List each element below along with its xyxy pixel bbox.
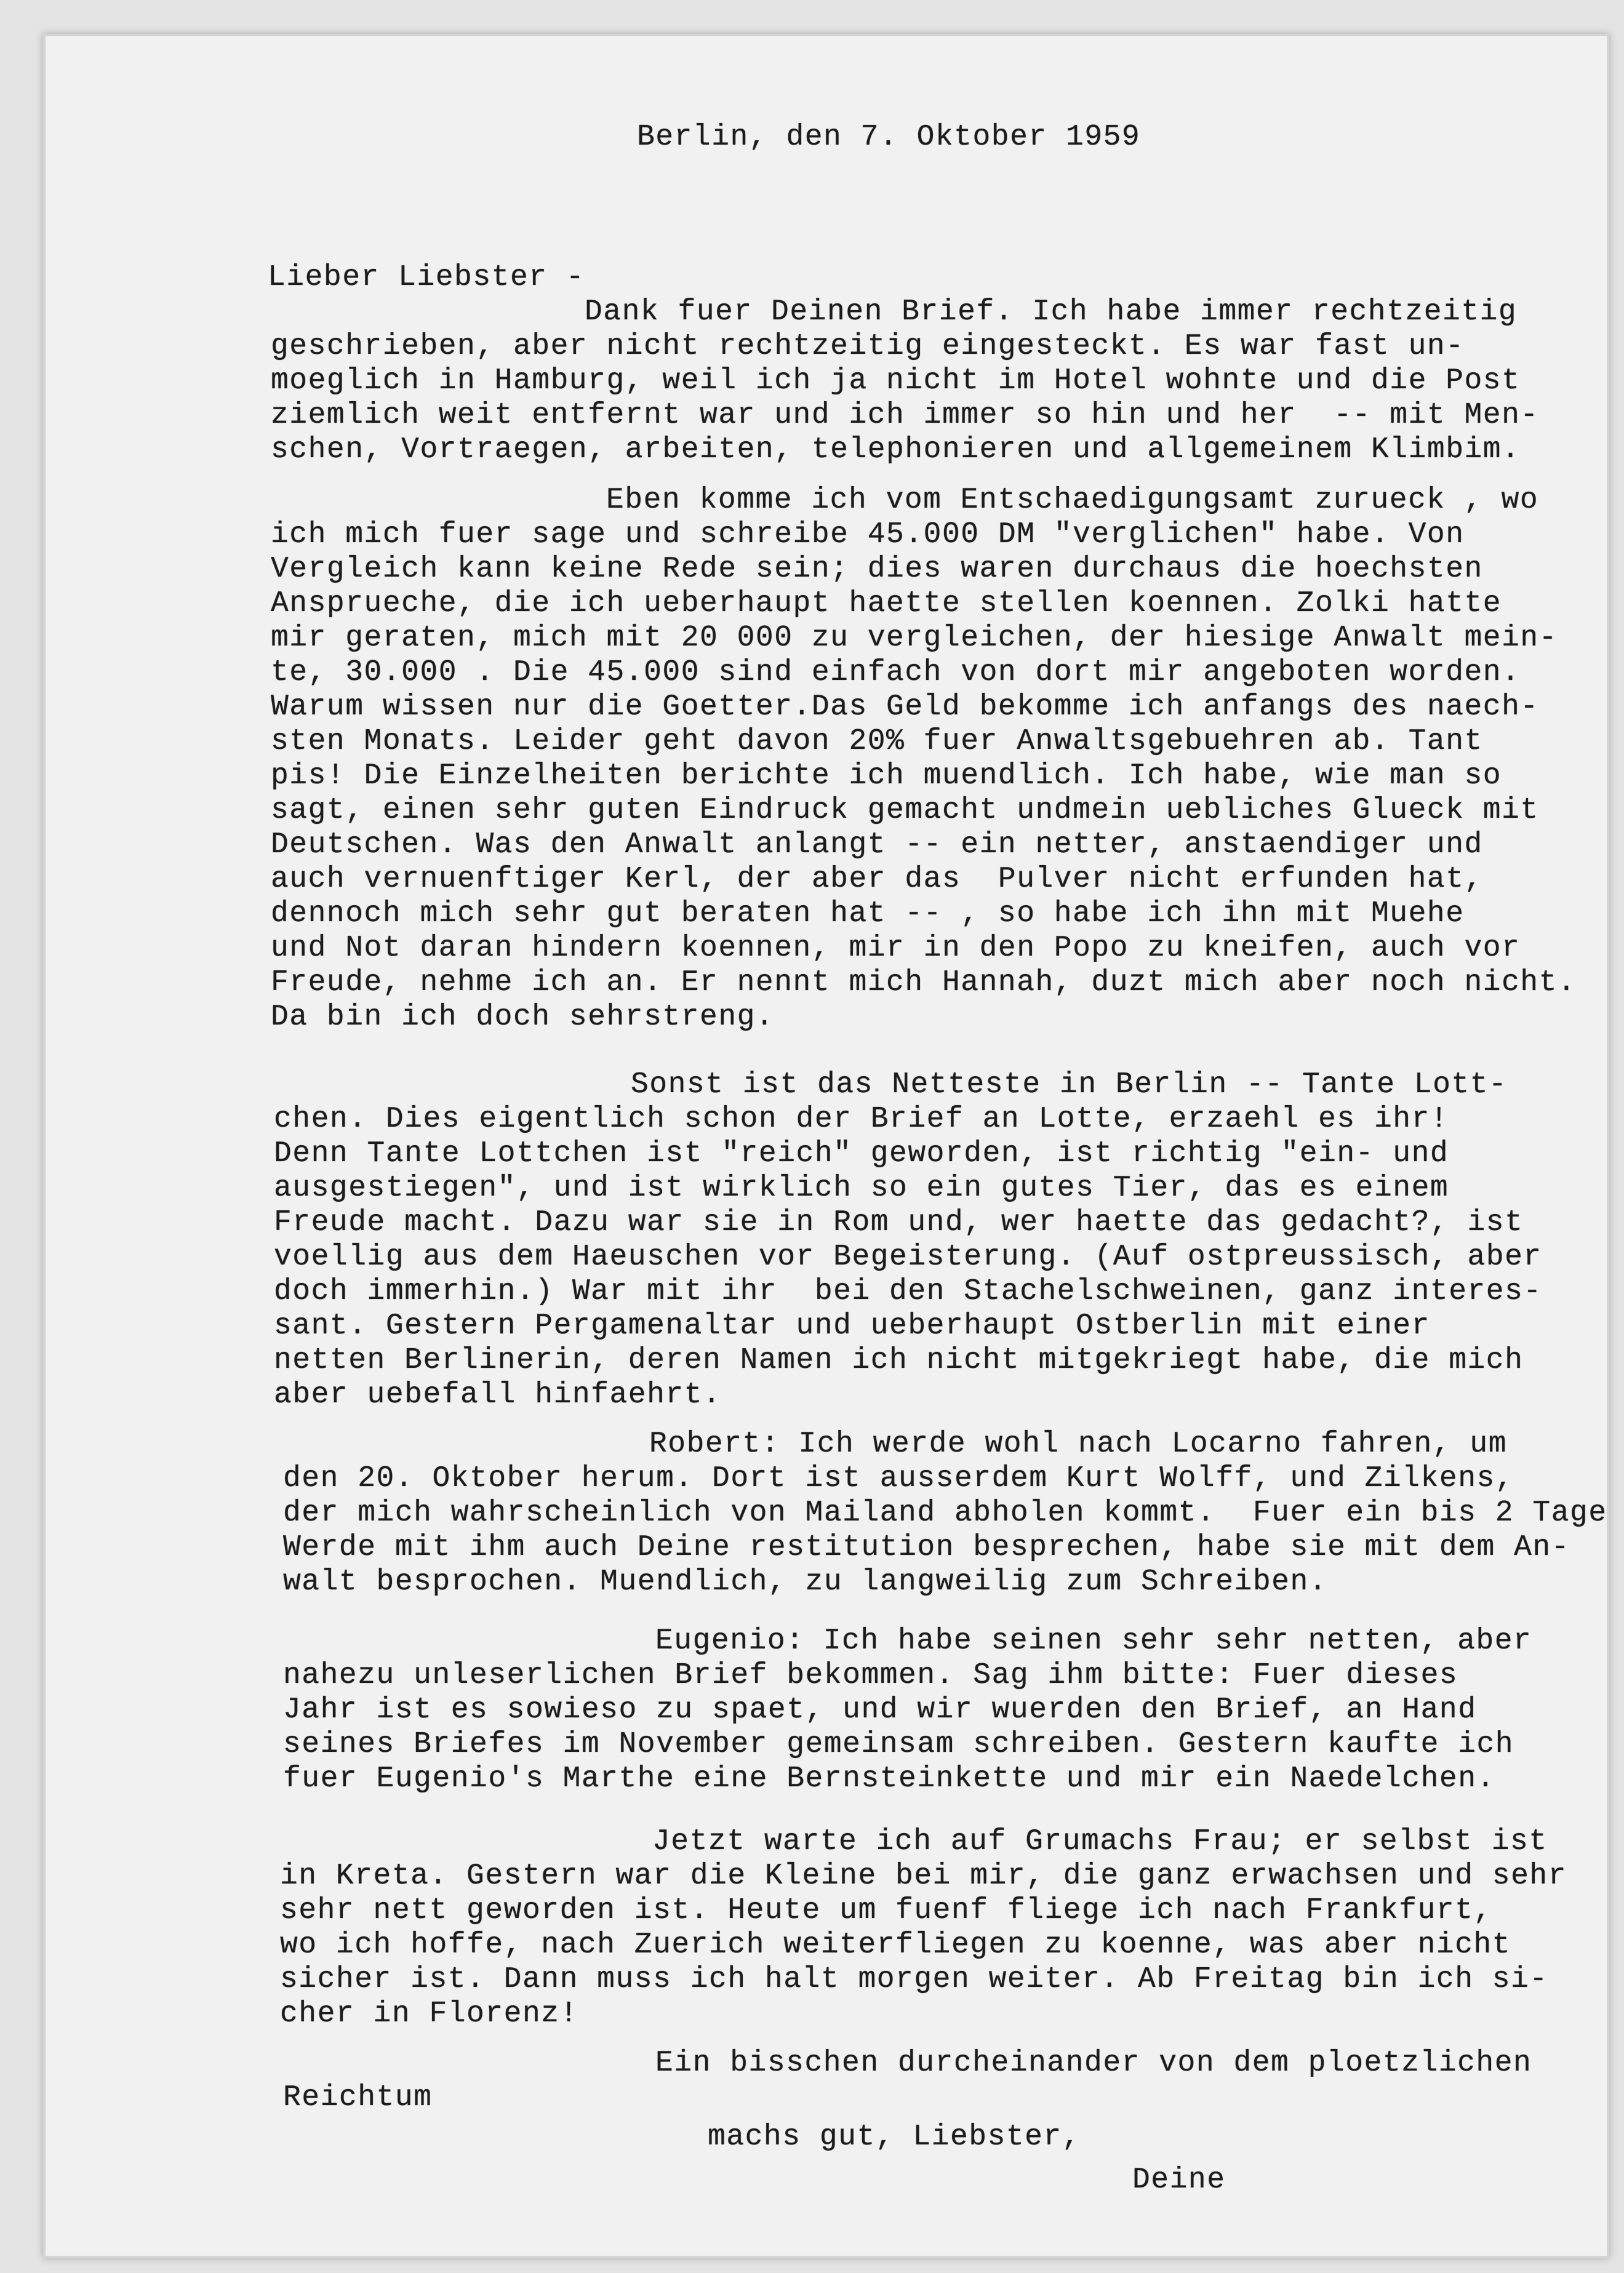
text-line: geschrieben, aber nicht rechtzeitig eingesteckt. Es war fast un- xyxy=(271,330,1465,363)
salutation: Lieber Liebster - xyxy=(268,261,585,294)
text-line: in Kreta. Gestern war die Kleine bei mir, die ganz erwachsen und sehr xyxy=(280,1860,1567,1893)
text-line: Werde mit ihm auch Deine restitution besprechen, habe sie mit dem An- xyxy=(283,1531,1570,1564)
letter-date: Berlin, den 7. Oktober 1959 xyxy=(637,121,1141,154)
text-line: doch immerhin.) War mit ihr bei den Stachelschweinen, ganz interes- xyxy=(274,1275,1542,1308)
text-line: ziemlich weit entfernt war und ich immer so hin und her -- mit Men- xyxy=(271,399,1539,432)
text-line: moeglich in Hamburg, weil ich ja nicht im Hotel wohnte und die Post xyxy=(271,364,1521,397)
text-line: Denn Tante Lottchen ist "reich" geworden, ist richtig "ein- und xyxy=(274,1137,1449,1170)
text-line: ausgestiegen", und ist wirklich so ein gutes Tier, das es einem xyxy=(274,1172,1449,1205)
text-line: dennoch mich sehr gut beraten hat -- , so habe ich ihn mit Muehe xyxy=(271,897,1465,930)
text-line: sant. Gestern Pergamenaltar und ueberhaupt Ostberlin mit einer xyxy=(274,1309,1430,1343)
text-line: te, 30.000 . Die 45.000 sind einfach von dort mir angeboten worden. xyxy=(271,656,1521,689)
text-line: fuer Eugenio's Marthe eine Bernsteinkette und mir ein Naedelchen. xyxy=(283,1762,1495,1796)
text-line: Eugenio: Ich habe seinen sehr sehr netten, aber xyxy=(655,1624,1532,1658)
text-line: sicher ist. Dann muss ich halt morgen weiter. Ab Freitag bin ich si- xyxy=(280,1963,1548,1996)
text-line: Freude macht. Dazu war sie in Rom und, wer haette das gedacht?, ist xyxy=(274,1206,1524,1239)
text-line: sagt, einen sehr guten Eindruck gemacht undmein uebliches Glueck mit xyxy=(271,794,1539,827)
text-line: sten Monats. Leider geht davon 20% fuer Anwaltsgebuehren ab. Tant xyxy=(271,725,1483,758)
text-line: Da bin ich doch sehrstreng. xyxy=(271,1001,775,1034)
text-line: Ansprueche, die ich ueberhaupt haette stellen koennen. Zolki hatte xyxy=(271,587,1502,620)
text-line: auch vernuenftiger Kerl, der aber das Pulver nicht erfunden hat, xyxy=(271,863,1483,896)
text-line: Jahr ist es sowieso zu spaet, und wir wuerden den Brief, an Hand xyxy=(283,1693,1477,1727)
text-line: Freude, nehme ich an. Er nennt mich Hannah, duzt mich aber noch nicht. xyxy=(271,966,1577,999)
text-line: ich mich fuer sage und schreibe 45.000 DM "verglichen" habe. Von xyxy=(271,518,1465,551)
text-line: und Not daran hindern koennen, mir in den Popo zu kneifen, auch vor xyxy=(271,932,1521,965)
text-line: schen, Vortraegen, arbeiten, telephonieren und allgemeinem Klimbim. xyxy=(271,433,1521,466)
text-line: Robert: Ich werde wohl nach Locarno fahren, um xyxy=(649,1428,1508,1461)
text-line: chen. Dies eigentlich schon der Brief an Lotte, erzaehl es ihr! xyxy=(274,1103,1449,1136)
text-line: wo ich hoffe, nach Zuerich weiterfliegen zu koenne, was aber nicht xyxy=(280,1928,1511,1962)
signature-line: Deine xyxy=(1132,2163,1226,2197)
text-line: Deutschen. Was den Anwalt anlangt -- ein netter, anstaendiger und xyxy=(271,828,1483,861)
text-line: voellig aus dem Haeuschen vor Begeisterung. (Auf ostpreussisch, aber xyxy=(274,1240,1542,1274)
text-line: sehr nett geworden ist. Heute um fuenf fliege ich nach Frankfurt, xyxy=(280,1894,1492,1927)
text-line: seines Briefes im November gemeinsam schreiben. Gestern kaufte ich xyxy=(283,1728,1514,1761)
letter-sheet xyxy=(43,34,1609,2258)
text-line: pis! Die Einzelheiten berichte ich muendlich. Ich habe, wie man so xyxy=(271,759,1502,793)
text-line: den 20. Oktober herum. Dort ist ausserdem Kurt Wolff, und Zilkens, xyxy=(283,1462,1514,1495)
text-line: nahezu unleserlichen Brief bekommen. Sag ihm bitte: Fuer dieses xyxy=(283,1659,1458,1692)
text-line: Warum wissen nur die Goetter.Das Geld bekomme ich anfangs des naech- xyxy=(271,690,1539,724)
text-line: der mich wahrscheinlich von Mailand abholen kommt. Fuer ein bis 2 Tage xyxy=(283,1496,1607,1530)
text-line: Reichtum xyxy=(283,2081,433,2114)
text-line: Jetzt warte ich auf Grumachs Frau; er selbst ist xyxy=(652,1825,1548,1858)
text-line: mir geraten, mich mit 20 000 zu vergleichen, der hiesige Anwalt mein- xyxy=(271,621,1558,655)
text-line: walt besprochen. Muendlich, zu langweilig zum Schreiben. xyxy=(283,1565,1328,1599)
text-line: cher in Florenz! xyxy=(280,1997,578,2031)
closing-line: machs gut, Liebster, xyxy=(708,2120,1081,2154)
text-line: Sonst ist das Netteste in Berlin -- Tante Lott- xyxy=(631,1068,1508,1101)
text-line: aber uebefall hinfaehrt. xyxy=(274,1378,722,1412)
text-line: Ein bisschen durcheinander von dem ploetzlichen xyxy=(655,2047,1532,2080)
text-line: Eben komme ich vom Entschaedigungsamt zurueck , wo xyxy=(606,484,1539,517)
text-line: netten Berlinerin, deren Namen ich nicht mitgekriegt habe, die mich xyxy=(274,1344,1524,1377)
text-line: Dank fuer Deinen Brief. Ich habe immer rechtzeitig xyxy=(585,295,1518,329)
text-line: Vergleich kann keine Rede sein; dies waren durchaus die hoechsten xyxy=(271,553,1483,586)
